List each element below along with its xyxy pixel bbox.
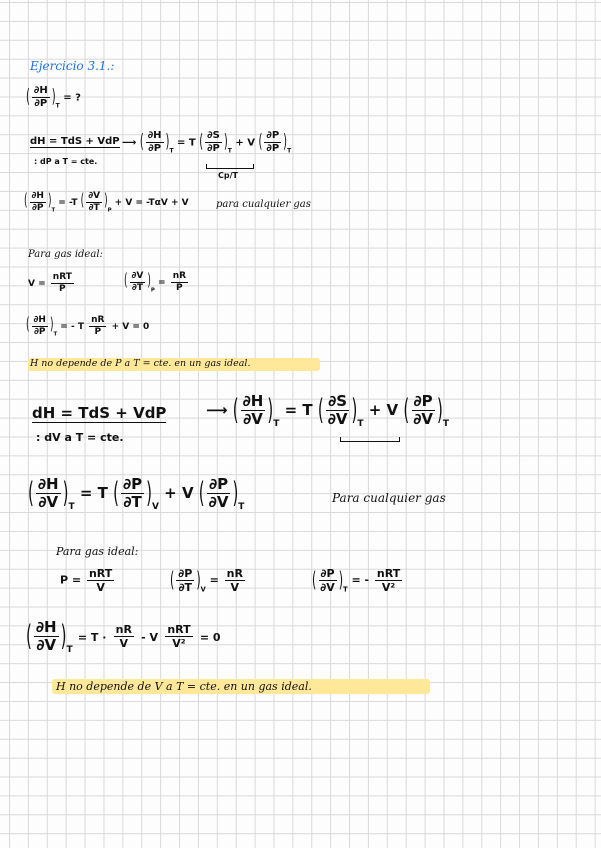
frac-den: ∂V: [327, 410, 348, 428]
result-1: ( $\frac{\partial H}{\partial P}$ ) $_T$ = -T ( $\frac{\partial V}{\partial T}$ ) $_P$ + V = -TαV + V: [24, 191, 189, 214]
frac-den: ∂T: [131, 283, 143, 293]
ideal-v-eq: [28, 273, 76, 294]
subscript: T: [169, 147, 174, 155]
frac-num: nR: [91, 315, 105, 325]
frac-num: ∂H: [33, 315, 46, 325]
frac-num: nR: [226, 567, 243, 580]
frac-den: ∂V: [36, 636, 57, 654]
frac-den: ∂P: [207, 143, 220, 154]
dh-equation-2: [32, 406, 166, 421]
frac-num: ∂H: [147, 130, 162, 141]
frac-num: ∂P: [122, 475, 143, 493]
subscript: T: [66, 644, 73, 655]
frac-num: ∂S: [207, 130, 220, 141]
frac-den: P: [59, 284, 66, 294]
subscript: T: [442, 418, 449, 429]
conclusion-2: H no depende de V a T = cte. en un gas ideal.: [56, 680, 312, 693]
frac-num: nRT: [167, 623, 191, 636]
frac-num: ∂V: [88, 191, 101, 201]
subscript: T: [273, 418, 280, 429]
dh-equation-1: [30, 137, 120, 147]
frac-num: ∂P: [320, 567, 335, 580]
underbrace-2: [340, 437, 400, 442]
question-equation: ( $\frac{\partial H}{\partial P}$ ) $_T$ = ?: [26, 85, 81, 110]
arrow-2: ⟶: [206, 401, 228, 419]
eq-t: = T: [177, 137, 196, 149]
frac-den: ∂P: [266, 143, 280, 154]
frac-num: ∂S: [328, 392, 348, 410]
res-1-mid: = -T: [58, 198, 78, 208]
res-1-tail: + V = -TαV + V: [114, 198, 189, 208]
res-4-sep: - V: [141, 631, 159, 644]
frac-num: ∂P: [208, 475, 229, 493]
frac-den: ∂P: [33, 327, 46, 337]
frac-den: P: [176, 283, 183, 293]
dh-equation-1-text: dH = TdS + VdP: [30, 136, 120, 147]
exercise-title: Ejercicio 3.1.:: [30, 59, 115, 73]
eq-t: = T: [284, 401, 313, 419]
frac-num: nRT: [88, 567, 113, 580]
equals: =: [158, 278, 166, 288]
frac-num: ∂P: [266, 130, 280, 141]
ideal-dv-dt: ( $\frac{\partial V}{\partial T}$ ) $_P$ = $\frac{nR}{P}$: [124, 271, 187, 294]
q-numerator: ∂H: [33, 85, 48, 96]
subscript: T: [357, 418, 364, 429]
frac-den: V: [230, 581, 240, 594]
frac-num: nRT: [52, 272, 72, 282]
frac-den: ∂V: [413, 410, 433, 428]
q-subscript: T: [55, 102, 60, 110]
frac-den: ∂T: [123, 493, 142, 511]
frac-den: ∂T: [178, 581, 193, 594]
plus-v: + V: [368, 401, 399, 419]
ideal-dp-dt: ( $\frac{\partial P}{\partial T}$ ) $_V$ = $\frac{nR}{V}$: [170, 567, 243, 594]
frac-num: ∂H: [37, 475, 59, 493]
eq-t: = T: [79, 484, 108, 502]
result-3-note: Para cualquier gas: [332, 491, 446, 505]
underbrace-1: [206, 164, 254, 169]
frac-den: V: [96, 581, 105, 594]
subscript: V: [151, 501, 159, 512]
ideal-gas-label-1: Para gas ideal:: [28, 249, 103, 260]
result-1-note: para cualquier gas: [216, 199, 311, 210]
p-eq: P =: [60, 573, 82, 587]
res-2-end: + V = 0: [111, 322, 150, 332]
result-2: ( $\frac{\partial H}{\partial P}$ ) $_T$ = - T $\frac{nR}{P}$ + V = 0: [26, 315, 150, 338]
subscript: T: [53, 331, 58, 338]
plus-v: + V: [164, 484, 194, 502]
res-2-tail: = - T: [60, 322, 84, 332]
frac-den: ∂V: [320, 581, 335, 594]
arrow-1: ⟶: [122, 137, 137, 149]
frac-den: ∂T: [88, 203, 100, 213]
result-4: ( $\frac{\partial H}{\partial V}$ ) $_T$ = T · $\frac{nR}{V}$ - V $\frac{\text{nRT}}{\text{V²}}$ = 0: [26, 618, 221, 655]
res-4-mid: = T ·: [77, 631, 107, 644]
condition-1: : dP a T = cte.: [34, 157, 98, 166]
subscript: T: [343, 585, 348, 594]
frac-den: ∂V: [243, 410, 263, 428]
frac-num: nR: [172, 271, 187, 281]
frac-den: ∂P: [148, 143, 162, 154]
subscript: T: [227, 147, 232, 155]
subscript: V: [200, 585, 206, 594]
derivation-1: ⟶ ( $\frac{\partial H}{\partial P}$ ) $_T$ = T ( $\frac{\partial S}{\partial P}$ ) $_T$ + V ( $\frac{\partial P}{\partial P}$ ) $_T$: [122, 130, 292, 155]
ideal-dp-dv: ( $\frac{\partial P}{\partial V}$ ) $_T$ = - $\frac{\text{nRT}}{\text{V²}}$: [312, 567, 401, 594]
subscript: P: [150, 287, 155, 294]
frac-den: ∂V: [38, 493, 59, 511]
v-eq: V =: [28, 279, 46, 289]
dh-equation-2-text: dH = TdS + VdP: [32, 404, 167, 422]
subscript: T: [238, 501, 245, 512]
q-equals: = ?: [63, 92, 81, 104]
frac-num: nRT: [376, 567, 401, 580]
frac-den: V²: [172, 637, 186, 650]
cp-over-t: Cp/T: [218, 171, 238, 180]
q-denominator: ∂P: [34, 98, 48, 109]
frac-num: ∂H: [35, 618, 57, 636]
frac-num: ∂V: [131, 271, 144, 281]
condition-2: : dV a T = cte.: [36, 431, 124, 444]
frac-num: ∂H: [242, 392, 264, 410]
ideal-p-eq: [60, 568, 116, 593]
subscript: T: [51, 207, 56, 214]
ideal-gas-label-2: Para gas ideal:: [56, 545, 139, 558]
frac-den: ∂V: [208, 493, 229, 511]
subscript: T: [287, 147, 292, 155]
subscript: P: [107, 207, 112, 214]
subscript: T: [68, 501, 75, 512]
frac-num: ∂P: [178, 567, 193, 580]
conclusion-1: H no depende de P a T = cte. en un gas ideal.: [30, 358, 251, 369]
frac-num: ∂P: [413, 392, 433, 410]
frac-den: V²: [381, 581, 396, 594]
res-4-end: = 0: [199, 631, 221, 644]
derivation-2: ⟶ ( $\frac{\partial H}{\partial V}$ ) $_T$ = T ( $\frac{\partial S}{\partial V}$ ) $_T$ + V ( $\frac{\partial P}{\partial V}$ ) $_T$: [206, 392, 449, 429]
minus: = -: [351, 573, 370, 587]
frac-num: nR: [115, 623, 132, 636]
plus-v: + V: [235, 137, 255, 149]
frac-den: V: [119, 637, 129, 650]
result-3: ( $\frac{\partial H}{\partial V}$ ) $_T$ = T ( $\frac{\partial P}{\partial T}$ ) $_V$ + V ( $\frac{\partial P}{\partial V}$ ) $_T$: [28, 475, 245, 512]
equals: =: [209, 573, 219, 587]
frac-den: P: [94, 327, 102, 337]
frac-den: ∂P: [31, 203, 44, 213]
frac-num: ∂H: [31, 191, 44, 201]
